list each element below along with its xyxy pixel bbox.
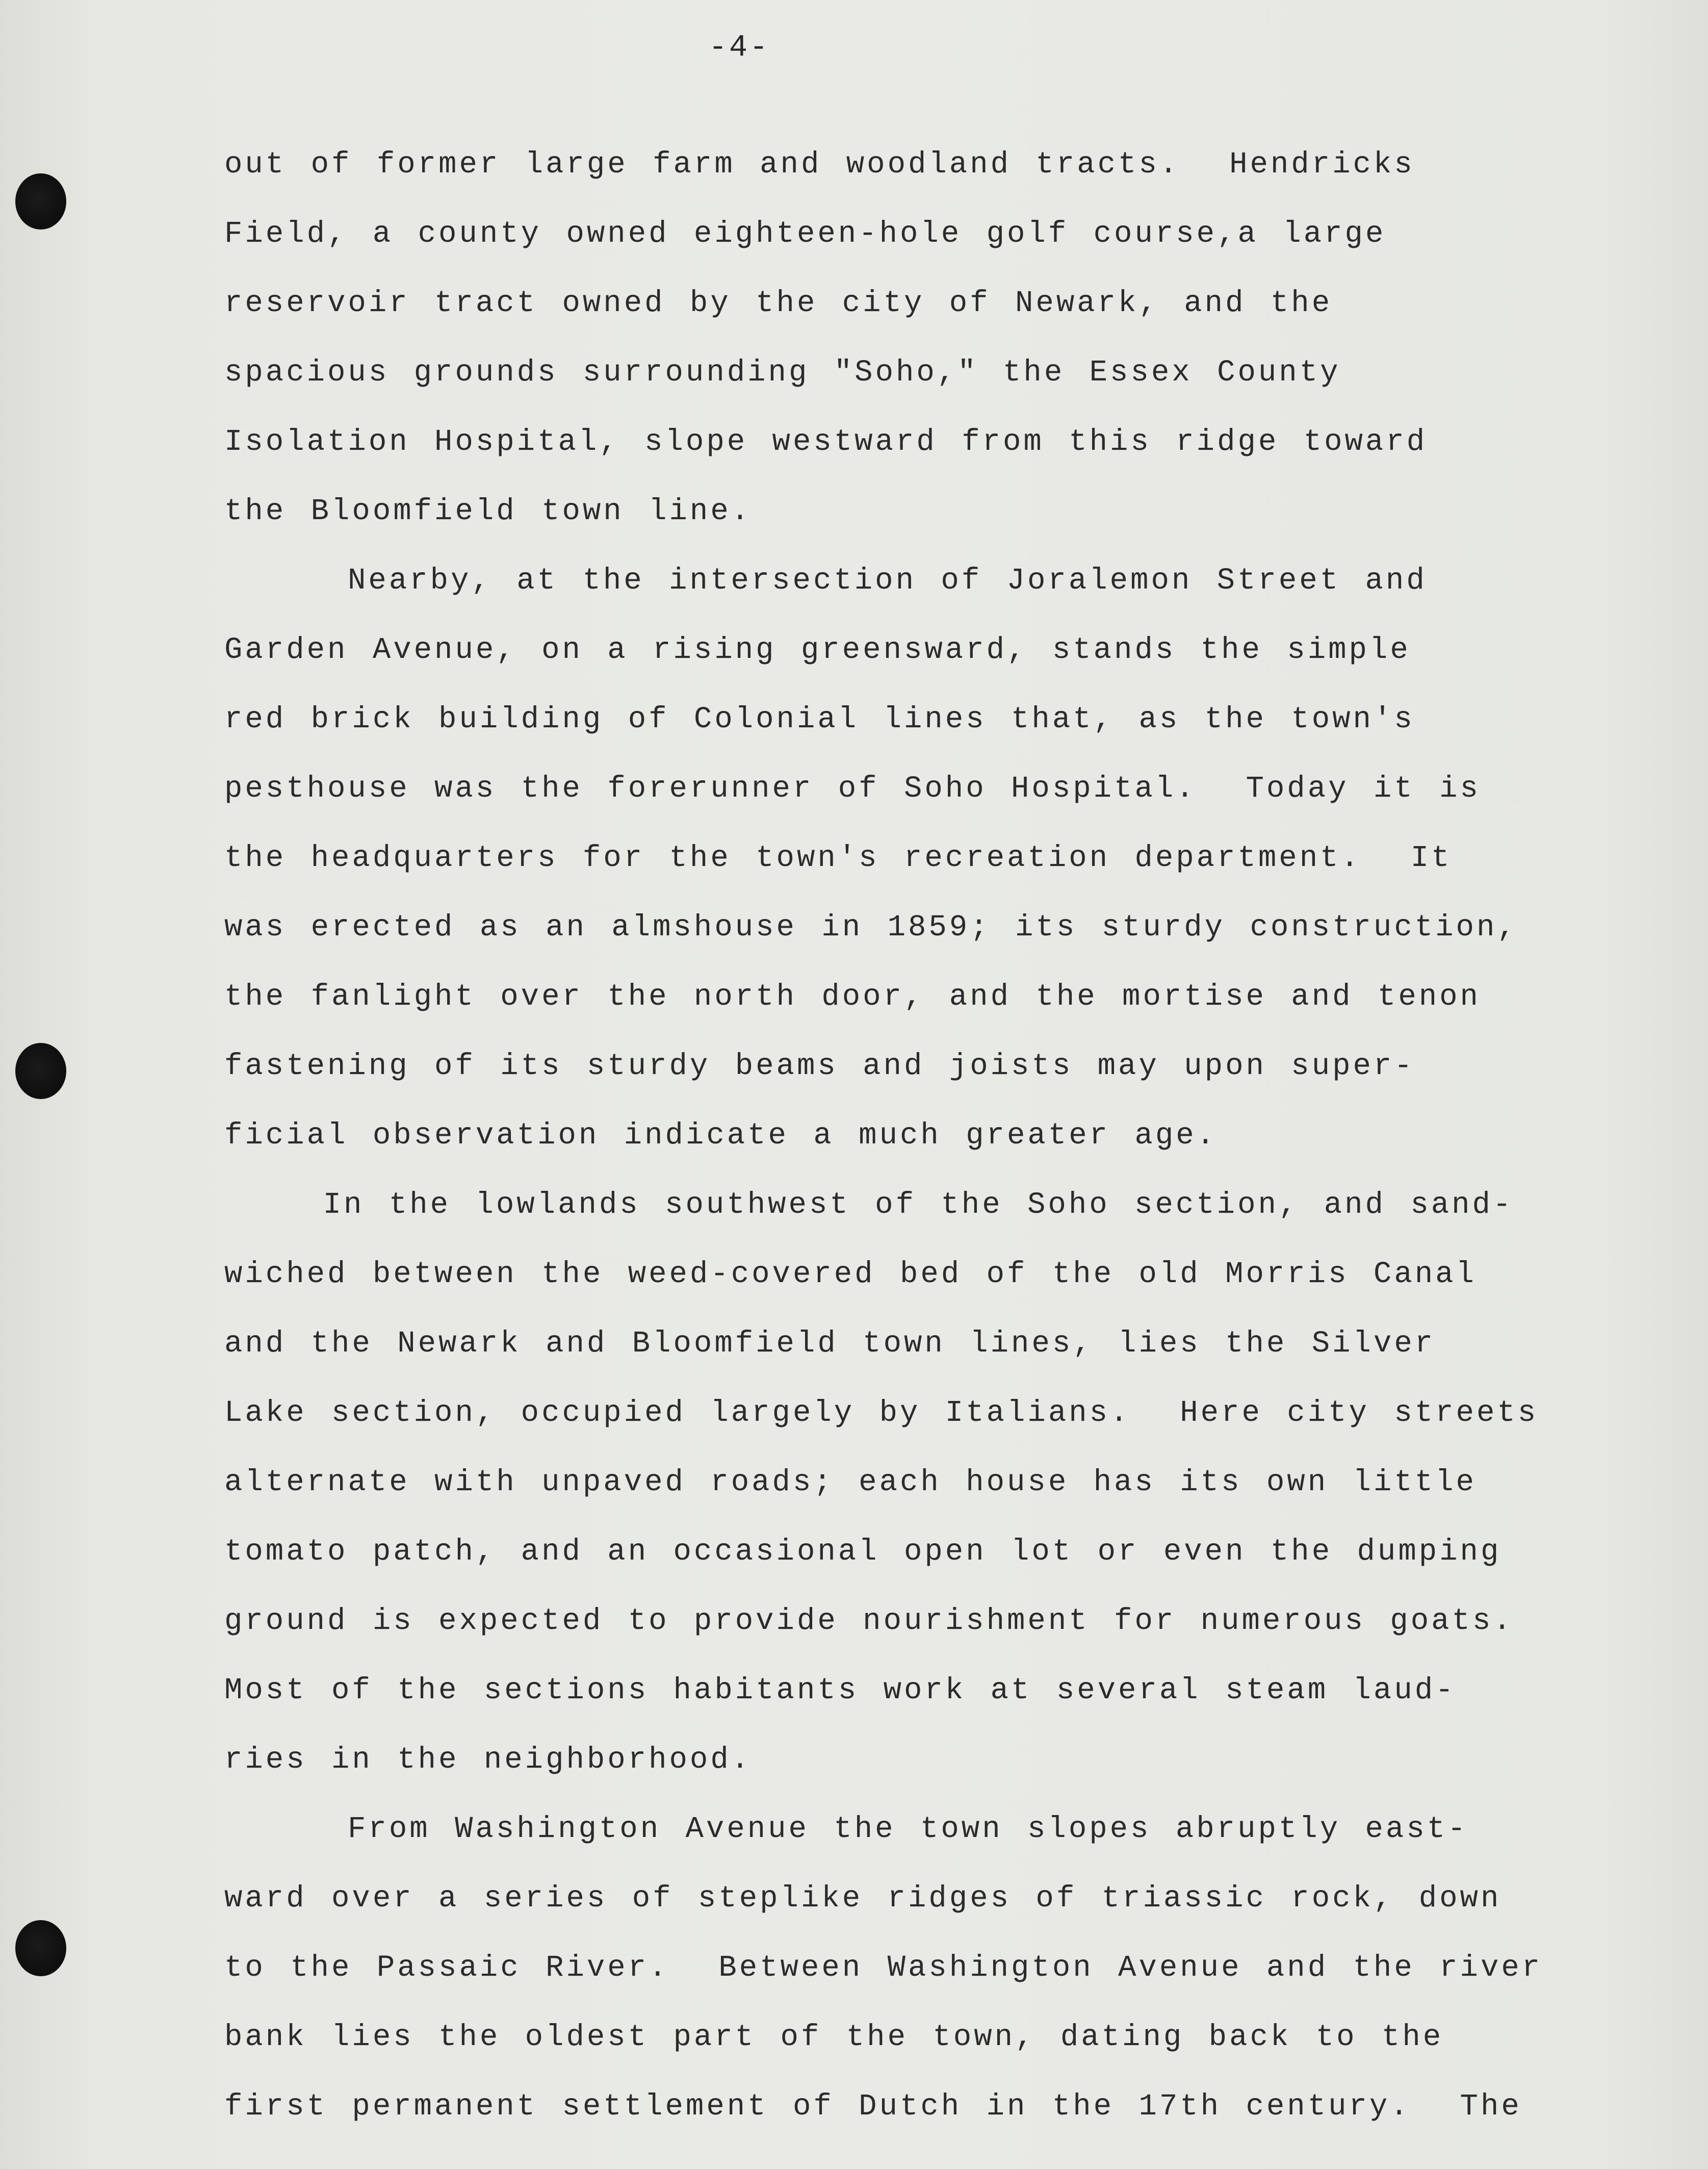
text-line: From Washington Avenue the town slopes abruptly east- (224, 1812, 1468, 1846)
punch-hole (15, 1920, 66, 1976)
text-line: the headquarters for the town's recreation department. It (224, 841, 1452, 875)
text-line: to the Passaic River. Between Washington Avenue and the river (224, 1951, 1543, 1985)
text-line: and the Newark and Bloomfield town lines, lies the Silver (224, 1326, 1436, 1361)
text-line: Garden Avenue, on a rising greensward, stands the simple (224, 633, 1411, 667)
text-line: red brick building of Colonial lines that, as the town's (224, 702, 1415, 736)
body-text (224, 130, 1560, 2141)
text-line: reservoir tract owned by the city of Newark, and the (224, 286, 1333, 320)
text-line: the fanlight over the north door, and the mortise and tenon (224, 980, 1481, 1014)
text-line: ground is expected to provide nourishment for numerous goats. (224, 1604, 1514, 1638)
text-line: ficial observation indicate a much greater age. (224, 1118, 1218, 1153)
text-line: ries in the neighborhood. (224, 1743, 752, 1777)
text-line: spacious grounds surrounding "Soho," the Essex County (224, 355, 1341, 390)
text-line: was erected as an almshouse in 1859; its sturdy construction, (224, 910, 1518, 945)
text-line: first permanent settlement of Dutch in the 17th century. The (224, 2089, 1522, 2124)
punch-hole (15, 173, 66, 229)
text-line: bank lies the oldest part of the town, dating back to the (224, 2020, 1444, 2054)
text-line: In the lowlands southwest of the Soho section, and sand- (224, 1188, 1514, 1222)
text-line: out of former large farm and woodland tracts. Hendricks (224, 147, 1415, 182)
text-line: Most of the sections habitants work at several steam laud- (224, 1673, 1456, 1707)
page-number: -4- (709, 31, 770, 65)
text-line: the Bloomfield town line. (224, 494, 752, 528)
text-line: Nearby, at the intersection of Joralemon Street and (224, 564, 1427, 598)
text-line: Isolation Hospital, slope westward from this ridge toward (224, 425, 1428, 459)
text-line: fastening of its sturdy beams and joists may upon super- (224, 1049, 1415, 1083)
punch-hole (15, 1043, 66, 1099)
text-line: pesthouse was the forerunner of Soho Hospital. Today it is (224, 772, 1481, 806)
text-line: alternate with unpaved roads; each house has its own little (224, 1465, 1477, 1499)
text-line: wiched between the weed-covered bed of the old Morris Canal (224, 1257, 1477, 1291)
text-line: tomato patch, and an occasional open lot or even the dumping (224, 1535, 1502, 1569)
text-line: ward over a series of steplike ridges of triassic rock, down (224, 1881, 1502, 1916)
text-line: Field, a county owned eighteen-hole golf course,a large (224, 217, 1386, 251)
text-line: Lake section, occupied largely by Italians. Here city streets (224, 1396, 1539, 1430)
